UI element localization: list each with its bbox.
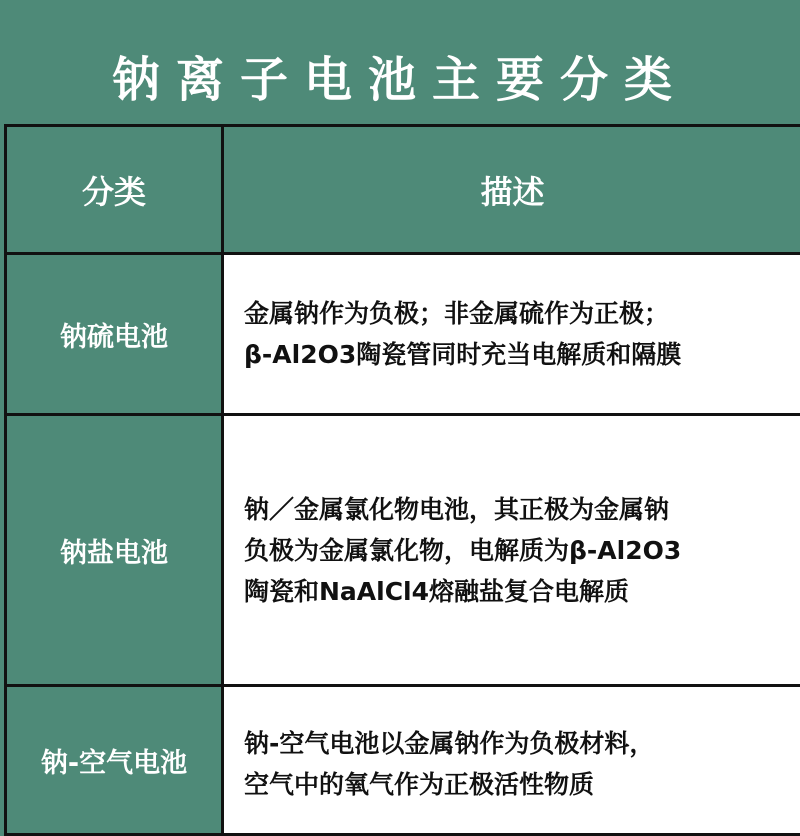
category-cell: 钠-空气电池 xyxy=(6,686,223,835)
description-line: 钠-空气电池以金属钠作为负极材料， xyxy=(244,723,800,764)
description-line: 钠／金属氯化物电池，其正极为金属钠 xyxy=(244,489,800,530)
description-line: β-Al2O3陶瓷管同时充当电解质和隔膜 xyxy=(244,334,800,375)
description-line: 金属钠作为负极；非金属硫作为正极； xyxy=(244,293,800,334)
table-header-row xyxy=(6,126,800,254)
header-description: 描述 xyxy=(223,126,800,254)
header-category: 分类 xyxy=(6,126,223,254)
description-cell xyxy=(223,415,800,686)
page-title: 钠离子电池主要分类 xyxy=(0,38,800,122)
description-line: 陶瓷和NaAlCl4熔融盐复合电解质 xyxy=(244,571,800,612)
description-line: 负极为金属氯化物，电解质为β-Al2O3 xyxy=(244,530,800,571)
category-cell: 钠盐电池 xyxy=(6,415,223,686)
description-cell xyxy=(223,686,800,835)
table-row xyxy=(6,415,800,686)
description-cell xyxy=(223,254,800,415)
classification-table xyxy=(4,124,800,836)
table-row xyxy=(6,686,800,835)
description-line: 空气中的氧气作为正极活性物质 xyxy=(244,764,800,805)
table-row xyxy=(6,254,800,415)
category-cell: 钠硫电池 xyxy=(6,254,223,415)
